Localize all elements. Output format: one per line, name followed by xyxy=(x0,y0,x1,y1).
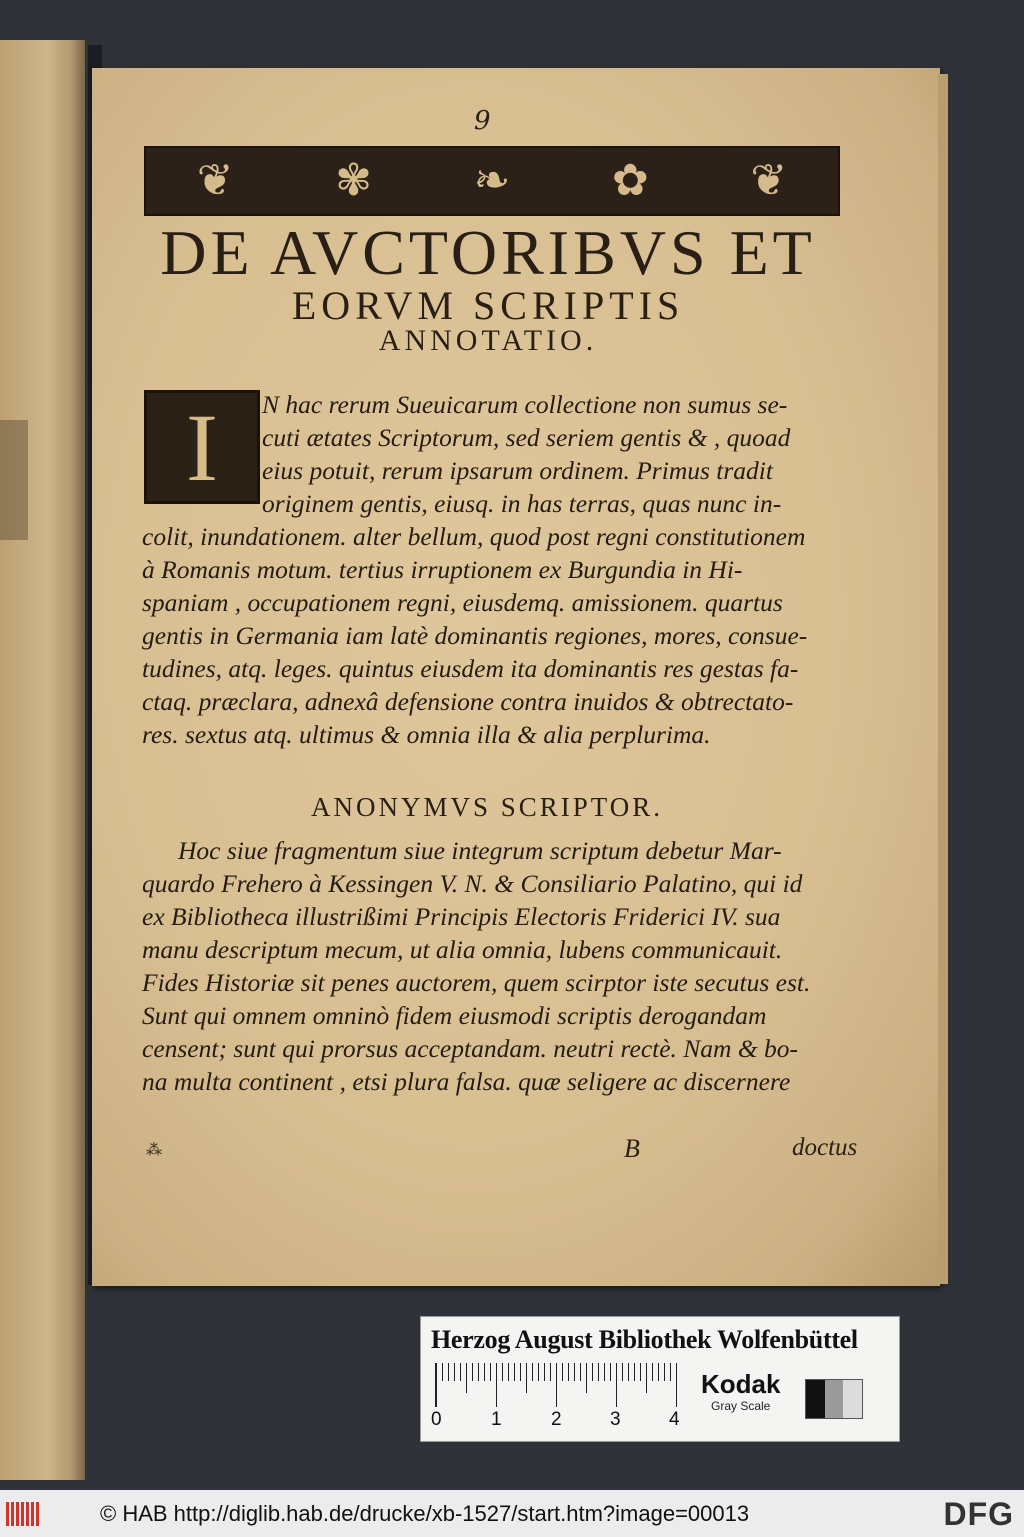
ruler-tick xyxy=(652,1363,653,1381)
ruler-tick xyxy=(556,1363,557,1407)
ruler-tick xyxy=(610,1363,611,1381)
ruler-tick xyxy=(664,1363,665,1381)
text-line: spaniam , occupationem regni, eiusdemq. amissionem. quartus xyxy=(142,588,783,617)
gray-swatch xyxy=(825,1380,844,1418)
ruler-tick xyxy=(574,1363,575,1381)
book-page xyxy=(92,68,940,1286)
ruler-tick xyxy=(484,1363,485,1381)
kodak-logo: Kodak xyxy=(701,1369,781,1399)
text-line: à Romanis motum. tertius irruptionem ex Burgundia in Hi- xyxy=(142,555,743,584)
ruler-tick xyxy=(580,1363,581,1381)
ruler-tick xyxy=(514,1363,515,1381)
title-line-3: ANNOTATIO. xyxy=(378,324,598,357)
ruler-tick xyxy=(538,1363,539,1381)
text-line: ex Bibliotheca illustrißimi Principis Electoris Friderici IV. sua xyxy=(142,902,781,931)
ruler-number: 4 xyxy=(669,1409,680,1430)
text-line: na multa continent , etsi plura falsa. quæ seligere ac discernere xyxy=(142,1067,791,1096)
ornament-glyph-icon: ❦ xyxy=(196,155,234,206)
gray-swatches xyxy=(805,1379,863,1419)
ruler-number: 3 xyxy=(610,1409,621,1430)
ruler-number: 1 xyxy=(491,1409,502,1430)
text-line: quardo Frehero à Kessingen V. N. & Consiliario Palatino, qui id xyxy=(142,869,803,898)
gray-swatch xyxy=(806,1380,825,1418)
text-line: res. sextus atq. ultimus & omnia illa & alia perplurima. xyxy=(142,720,711,749)
ruler-tick xyxy=(616,1363,617,1407)
text-line: colit, inundationem. alter bellum, quod post regni constitutionem xyxy=(142,522,806,551)
decorated-initial: I xyxy=(144,390,260,504)
ruler-tick xyxy=(592,1363,593,1381)
text-line: N hac rerum Sueuicarum collectione non sumus se- xyxy=(262,390,788,419)
signature-mark: B xyxy=(624,1134,640,1163)
ruler-tick xyxy=(550,1363,551,1381)
text-line: Fides Historiæ sit penes auctorem, quem scirptor iste secutus est. xyxy=(142,968,811,997)
ruler-tick xyxy=(598,1363,599,1381)
page-number: 9 xyxy=(474,106,491,136)
dfg-logo: DFG xyxy=(943,1496,1014,1532)
ruler-tick xyxy=(460,1363,461,1381)
ruler-tick xyxy=(628,1363,629,1381)
ruler-tick xyxy=(436,1363,437,1407)
ruler-tick xyxy=(520,1363,521,1381)
ruler-tick xyxy=(634,1363,635,1381)
text-line: tudines, atq. leges. quintus eiusdem ita dominantis res gestas fa- xyxy=(142,654,799,683)
intro-paragraph-rest xyxy=(142,520,832,751)
ruler-tick xyxy=(532,1363,533,1381)
ruler-tick xyxy=(478,1363,479,1381)
ruler-tick xyxy=(670,1363,671,1381)
footer-bar xyxy=(0,1490,1024,1537)
ruler-tick xyxy=(496,1363,497,1407)
ruler-tick xyxy=(502,1363,503,1381)
ruler-scale xyxy=(435,1363,690,1407)
library-color-card xyxy=(420,1316,900,1442)
ruler-tick xyxy=(508,1363,509,1381)
ornament-glyph-icon: ✾ xyxy=(335,155,373,206)
ruler-tick xyxy=(472,1363,473,1381)
ruler-tick xyxy=(604,1363,605,1381)
ruler-tick xyxy=(526,1363,527,1393)
ruler-tick xyxy=(658,1363,659,1381)
facing-page-left xyxy=(0,40,85,1480)
intro-paragraph-top xyxy=(142,388,832,520)
ruler-tick xyxy=(622,1363,623,1381)
section-heading: ANONYMVS SCRIPTOR. xyxy=(310,792,664,822)
library-name: Herzog August Bibliothek Wolfenbüttel xyxy=(431,1325,858,1354)
ornament-glyph-icon: ❧ xyxy=(473,155,511,206)
ruler-tick xyxy=(448,1363,449,1381)
ruler-tick xyxy=(646,1363,647,1393)
ruler-tick xyxy=(562,1363,563,1381)
ornament-glyph-icon: ❦ xyxy=(750,155,788,206)
section-paragraph xyxy=(142,834,832,1098)
ruler-tick xyxy=(568,1363,569,1381)
ruler-number: 2 xyxy=(551,1409,562,1430)
text-line: gentis in Germania iam latè dominantis regiones, mores, consue- xyxy=(142,621,808,650)
text-line: cuti ætates Scriptorum, sed seriem gentis & , quoad xyxy=(262,423,791,452)
catchword: doctus xyxy=(792,1134,858,1161)
ruler-number: 0 xyxy=(431,1409,442,1430)
printer-mark-icon: ⁂ xyxy=(146,1140,162,1159)
hab-logo-icon xyxy=(6,1499,46,1529)
gray-swatch xyxy=(843,1380,862,1418)
text-line: manu descriptum mecum, ut alia omnia, lubens communicauit. xyxy=(142,935,783,964)
text-line: eius potuit, rerum ipsarum ordinem. Primus tradit xyxy=(262,456,773,485)
text-line: ctaq. præclara, adnexâ defensione contra inuidos & obtrectato- xyxy=(142,687,794,716)
text-line: originem gentis, eiusq. in has terras, quas nunc in- xyxy=(262,489,782,518)
headpiece-ornament xyxy=(144,146,840,216)
title-line-2: EORVM SCRIPTIS xyxy=(291,283,685,328)
ruler-tick xyxy=(466,1363,467,1393)
ornament-glyph-icon: ✿ xyxy=(611,155,649,206)
text-line: Sunt qui omnem omninò fidem eiusmodi scriptis derogandam xyxy=(142,1001,767,1030)
ruler-tick xyxy=(490,1363,491,1381)
ornament-fragment xyxy=(0,420,28,540)
ruler-tick xyxy=(586,1363,587,1393)
page-edge xyxy=(938,74,948,1284)
text-line: Hoc siue fragmentum siue integrum scriptum debetur Mar- xyxy=(178,836,782,865)
ruler-tick xyxy=(442,1363,443,1381)
ruler-tick xyxy=(454,1363,455,1381)
gray-scale-label: Gray Scale xyxy=(711,1399,771,1413)
ruler-tick xyxy=(544,1363,545,1381)
ruler-tick xyxy=(640,1363,641,1381)
source-url[interactable]: © HAB http://diglib.hab.de/drucke/xb-1527/start.htm?image=00013 xyxy=(100,1500,750,1526)
title-line-1: DE AVCTORIBVS ET xyxy=(160,217,816,288)
ruler-tick xyxy=(676,1363,677,1407)
text-line: censent; sunt qui prorsus acceptandam. neutri rectè. Nam & bo- xyxy=(142,1034,799,1063)
